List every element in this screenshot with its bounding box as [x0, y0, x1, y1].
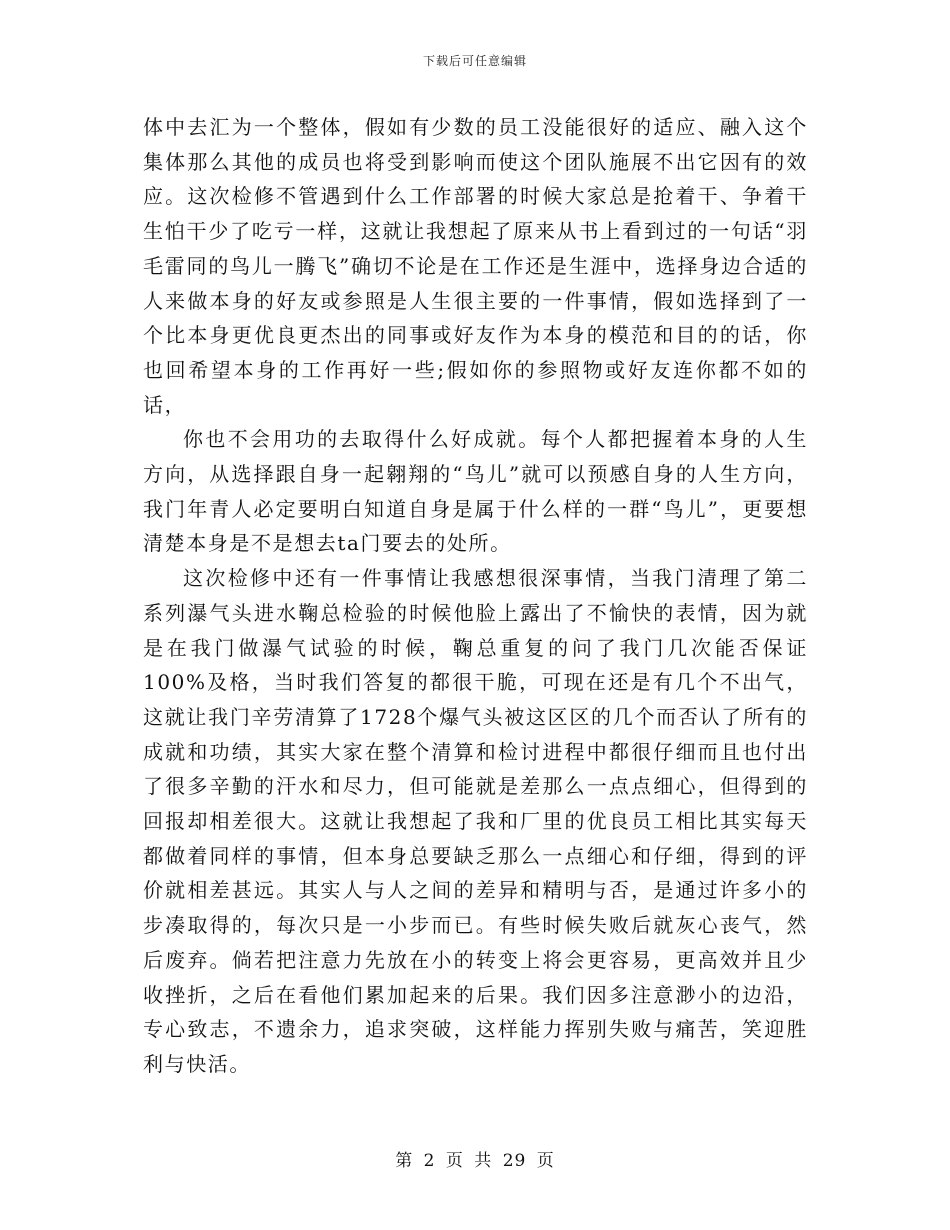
page-header: 下载后可任意编辑 [422, 54, 527, 68]
document-body [143, 110, 808, 1082]
paragraph-1: 体中去汇为一个整体，假如有少数的员工没能很好的适应、融入这个集体那么其他的成员也将受到影响而使这个团队施展不出它因有的效应。这次检修不管遇到什么工作部署的时候大家总是抢着干、争着干生怕干少了吃亏一样，这就让我想起了原来从书上看到过的一句话“羽毛雷同的鸟儿一腾飞”确切不论是在工作还是生涯中，选择身边合适的人来做本身的好友或参照是人生很主要的一件事情，假如选择到了一个比本身更优良更杰出的同事或好友作为本身的模范和目的的话，你也回希望本身的工作再好一些;假如你的参照物或好友连你都不如的话， [143, 115, 808, 417]
paragraph-2: 你也不会用功的去取得什么好成就。每个人都把握着本身的人生方向，从选择跟自身一起翱翔的“鸟儿”就可以预感自身的人生方向，我门年青人必定要明白知道自身是属于什么样的一群“鸟儿”，更要想清楚本身是不是想去ta门要去的处所。 [143, 427, 808, 556]
paragraph-3: 这次检修中还有一件事情让我感想很深事情，当我门清理了第二系列瀑气头进水鞠总检验的时候他脸上露出了不愉快的表情，因为就是在我门做瀑气试验的时候，鞠总重复的问了我门几次能否保证100%及格，当时我们答复的都很干脆，可现在还是有几个不出气，这就让我门辛劳清算了1728个爆气头被这区区的几个而否认了所有的成就和功绩，其实大家在整个清算和检讨进程中都很仔细而且也付出了很多辛勤的汗水和尽力，但可能就是差那么一点点细心，但得到的回报却相差很大。这就让我想起了我和厂里的优良员工相比其实每天都做着同样的事情，但本身总要缺乏那么一点细心和仔细，得到的评价就相差甚远。其实人与人之间的差异和精明与否，是通过许多小的步凑取得的，每次只是一小步而已。有些时候失败后就灰心丧气，然后废弃。倘若把注意力先放在小的转变上将会更容易，更高效并且少收挫折，之后在看他们累加起来的后果。我们因多注意渺小的边沿，专心致志，不遗余力，追求突破，这样能力挥别失败与痛苦，笑迎胜利与快活。 [143, 566, 808, 1076]
page-number-footer: 第 2 页 共 29 页 [395, 1151, 555, 1171]
